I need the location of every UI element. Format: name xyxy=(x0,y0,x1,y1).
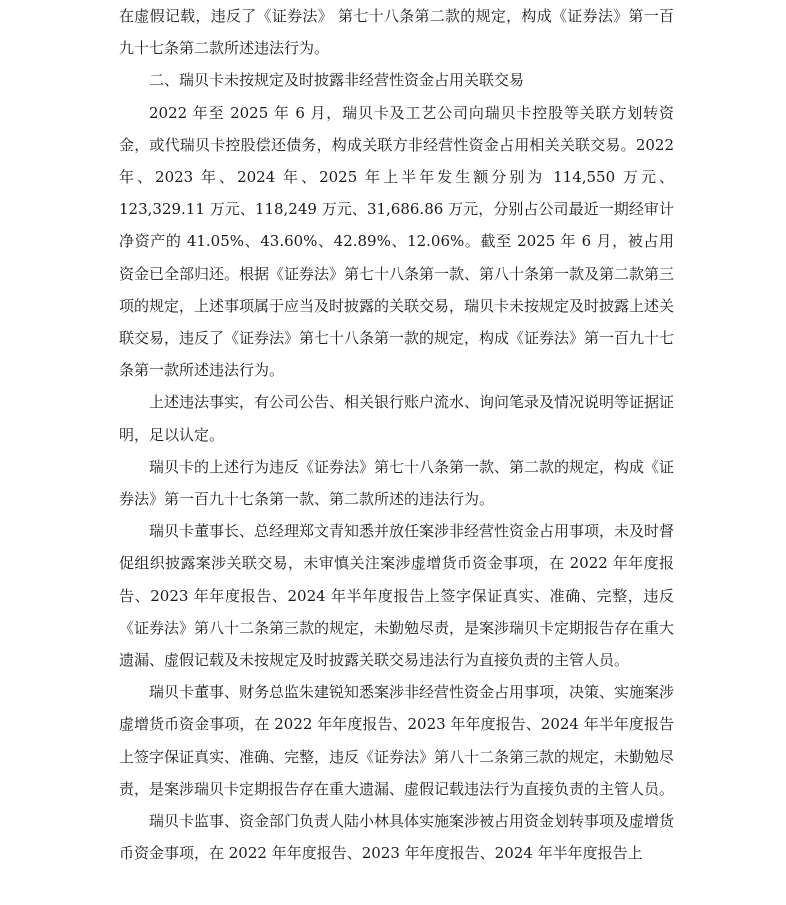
paragraph-cfo-responsibility: 瑞贝卡董事、财务总监朱建锐知悉案涉非经营性资金占用事项，决策、实施案涉虚增货币资金事项，在 2022 年年度报告、2023 年年度报告、2024 年半年度报告上签字保证真实、准确、完整，违反《证券法》第八十二条第三款的规定，未勤勉尽责，是案涉瑞贝卡定期报告存在重大遗漏、虚假记载违法行为直接负责的主管人员。 xyxy=(119,683,675,798)
paragraph-violation-summary: 瑞贝卡的上述行为违反《证券法》第七十八条第一款、第二款的规定，构成《证券法》第一百九十七条第一款、第二款所述的违法行为。 xyxy=(119,457,675,509)
paragraph-chairman-responsibility: 瑞贝卡董事长、总经理郑文青知悉并放任案涉非经营性资金占用事项，未及时督促组织披露案涉关联交易，未审慎关注案涉虚增货币资金事项，在 2022 年年度报告、2023 年年度报告、2024 年半年度报告上签字保证真实、准确、完整，违反《证券法》第八十二条第三款的规定，未勤勉尽责，是案涉瑞贝卡定期报告存在重大遗漏、虚假记载及未按规定及时披露关联交易违法行为直接负责的主管人员。 xyxy=(119,522,675,670)
paragraph-evidence: 上述违法事实，有公司公告、相关银行账户流水、询问笔录及情况说明等证据证明，足以认定。 xyxy=(119,393,675,444)
paragraph-related-transactions: 2022 年至 2025 年 6 月，瑞贝卡及工艺公司向瑞贝卡控股等关联方划转资金，或代瑞贝卡控股偿还债务，构成关联方非经营性资金占用相关关联交易。2022 年、2023 年、2024 年、2025 年上半年发生额分别为 114,550 万元、123,329.11 万元、118,249 万元、31,686.86 万元，分别占公司最近一期经审计净资产的 41.05%、43.60%、42.89%、12.06%。截至 2025 年 6 月，被占用资金已全部归还。根据《证券法》第七十八条第一款、第八十条第一款及第二款第三项的规定，上述事项属于应当及时披露的关联交易，瑞贝卡未按规定及时披露上述关联交易，违反了《证券法》第七十八条第一款的规定，构成《证券法》第一百九十七条第一款所述违法行为。 xyxy=(119,103,675,380)
paragraph-continuation: 在虚假记载，违反了《证券法》 第七十八条第二款的规定，构成《证券法》第一百九十七条第二款所述违法行为。 xyxy=(119,7,674,58)
section-heading: 二、瑞贝卡未按规定及时披露非经营性资金占用关联交易 xyxy=(149,71,525,90)
paragraph-supervisor-responsibility: 瑞贝卡监事、资金部门负责人陆小林具体实施案涉被占用资金划转事项及虚增货币资金事项，在 2022 年年度报告、2023 年年度报告、2024 年半年度报告上 xyxy=(119,812,675,863)
document-body xyxy=(119,0,674,869)
